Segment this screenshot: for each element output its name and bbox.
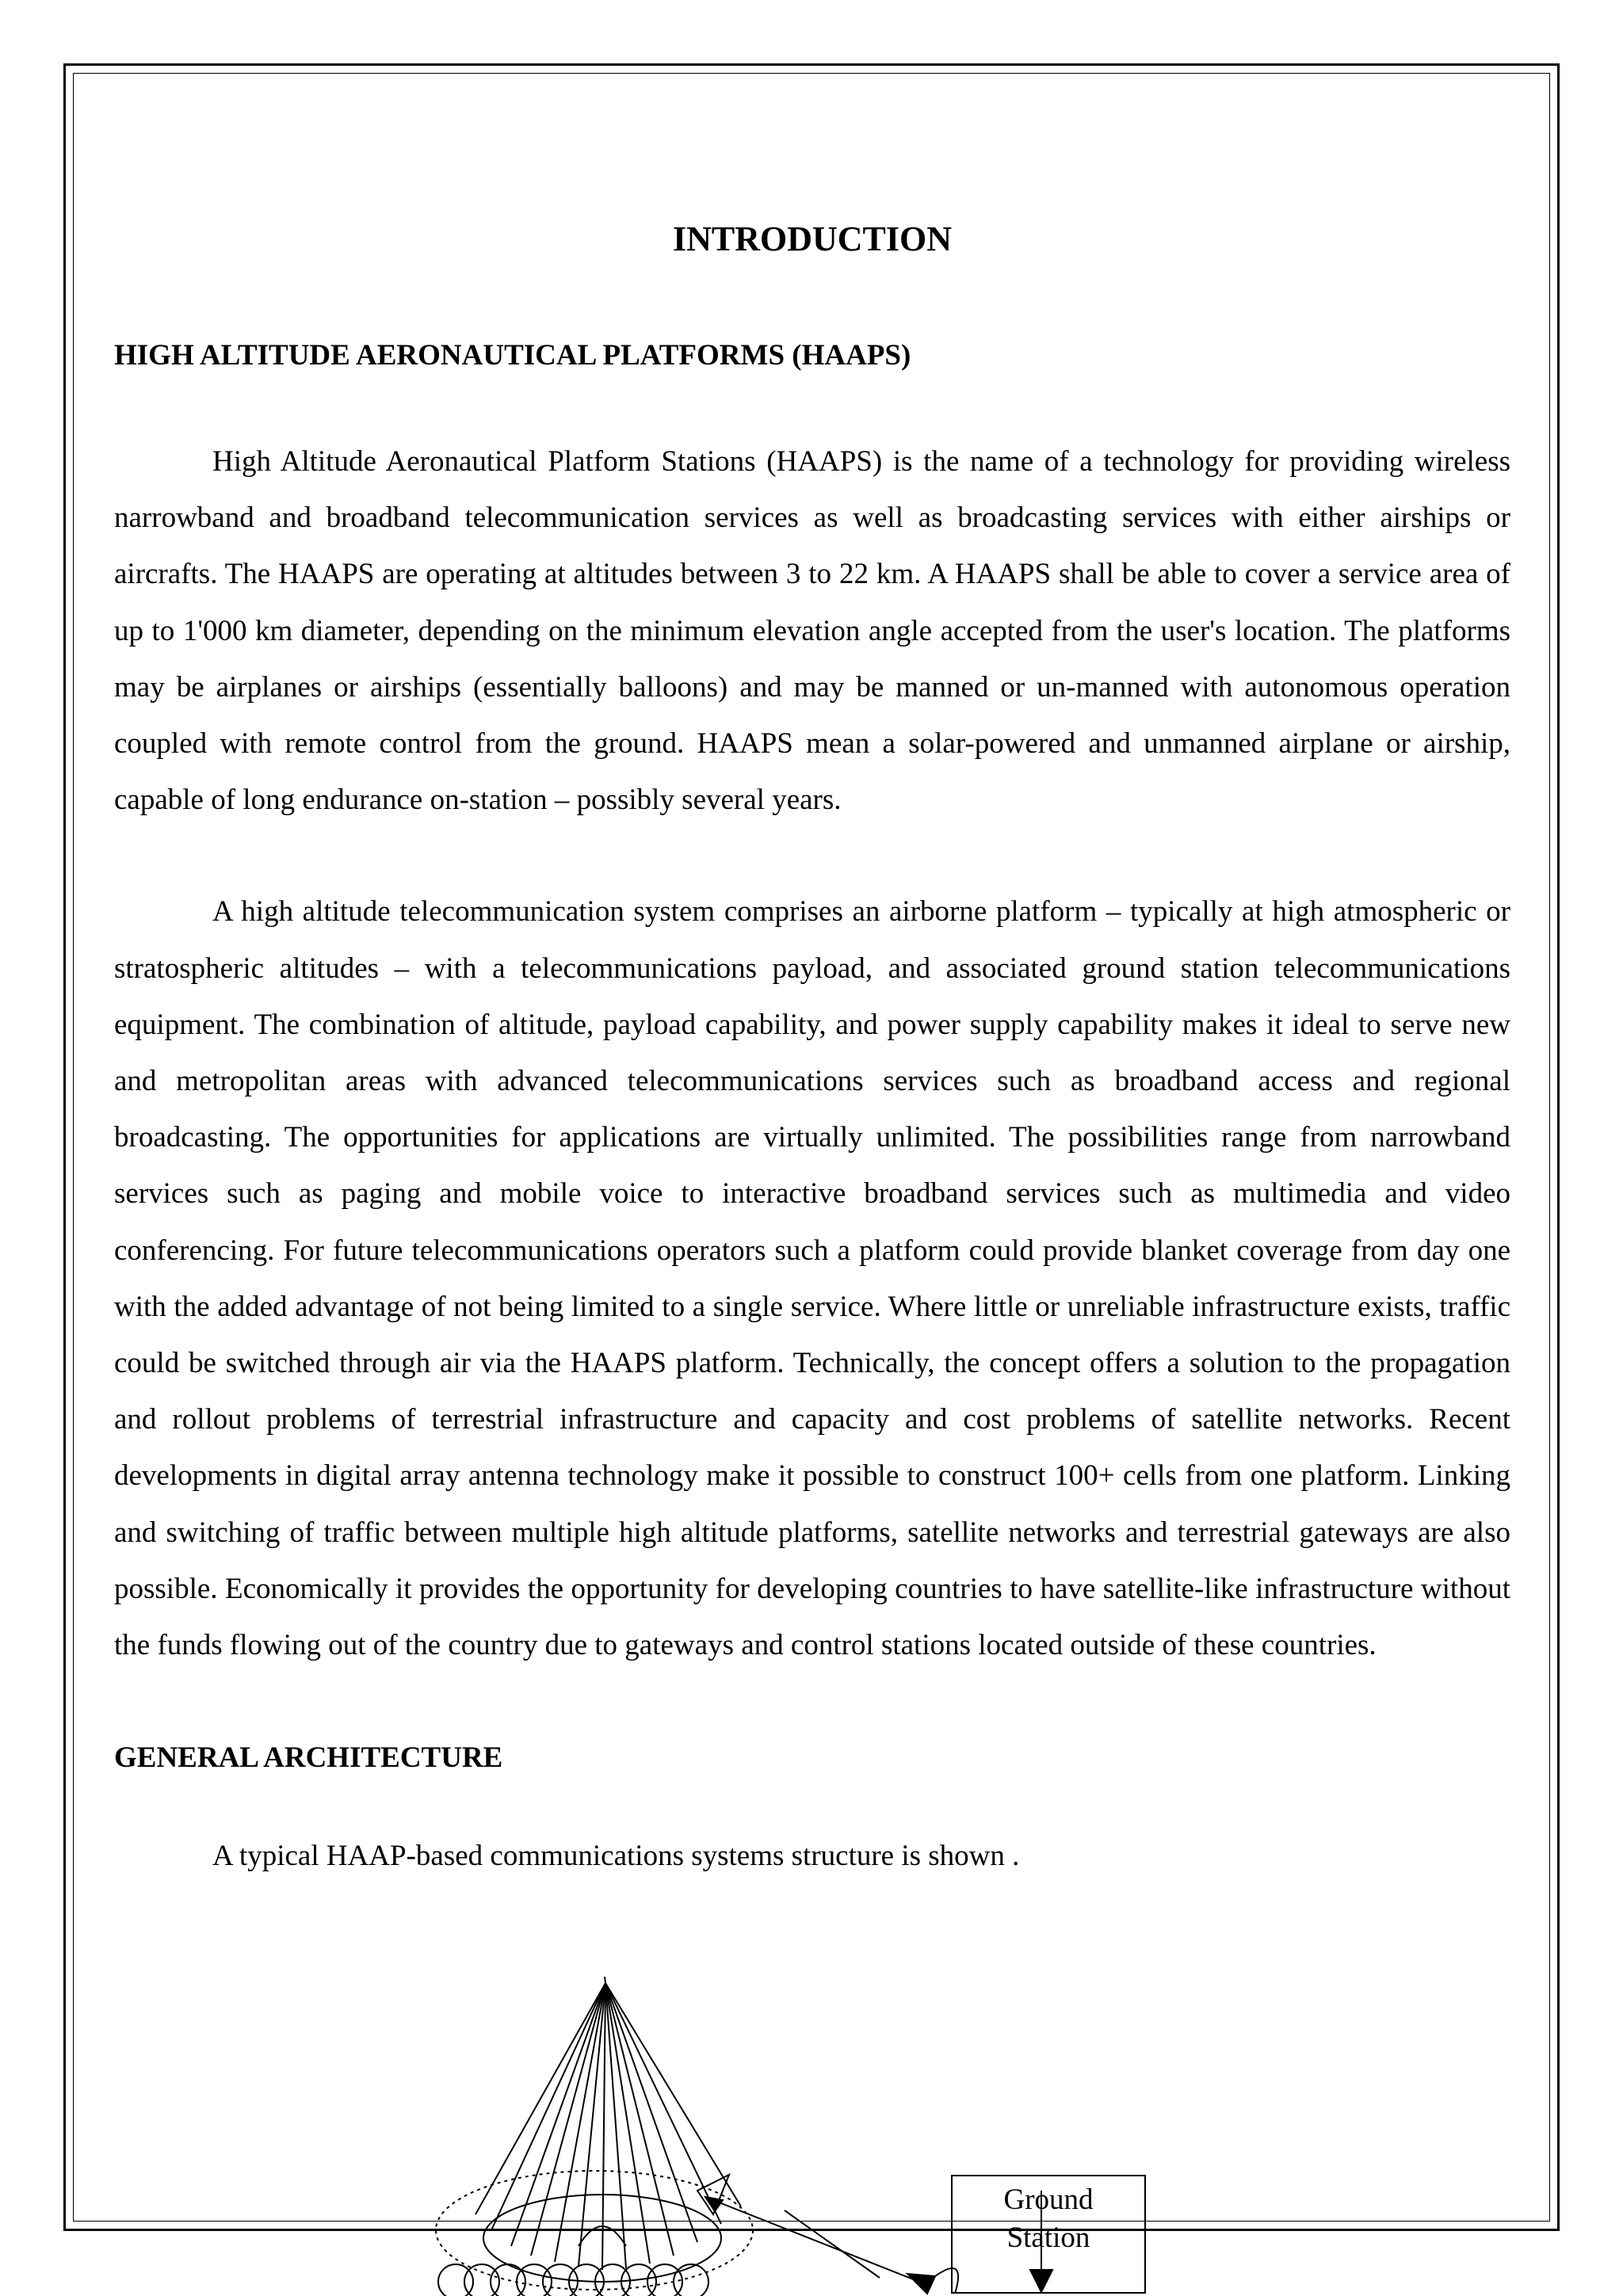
beam-line — [555, 1983, 605, 2262]
section-heading-haaps: HIGH ALTITUDE AERONAUTICAL PLATFORMS (HAAPS) — [114, 339, 911, 372]
link-line — [713, 2200, 919, 2282]
ground-station-box — [951, 2175, 1146, 2294]
beam-line — [511, 1983, 605, 2246]
arrowhead — [907, 2274, 935, 2294]
paragraph-haaps-intro: High Altitude Aeronautical Platform Stations (HAAPS) is the name of a technology for providing wireless narrowband and broadband telecommunication services as well as broadcasting services with either airships or aircrafts. The HAAPS are operating at altitudes between 3 to 22 km. A HAAPS shall be able to cover a service area of up to 1'000 km diameter, depending on the minimum elevation angle accepted from the user's location. The platforms may be airplanes or airships (essentially balloons) and may be manned or un-manned with autonomous operation coupled with remote control from the ground. HAAPS mean a solar-powered and unmanned airplane or airship, capable of long endurance on-station – possibly several years. — [114, 445, 1510, 817]
paragraph-architecture: A typical HAAP-based communications systems structure is shown . — [212, 1840, 1020, 1873]
arrowhead — [705, 2197, 723, 2211]
ground-station-label-line2: Station — [1006, 2222, 1090, 2254]
ground-station-label-line1: Ground — [1003, 2183, 1094, 2216]
paragraph-haaps-system: A high altitude telecommunication system comprises an airborne platform – typically at high atmospheric or stratospheric altitudes – with a telecommunications payload, and associated ground station telecommunications equipment. The combination of altitude, payload capability, and power supply capability makes it ideal to serve new and metropolitan areas with advanced telecommunications services such as broadband access and regional broadcasting. The opportunities for applications are virtually unlimited. The possibilities range from narrowband services such as paging and mobile voice to interactive broadband services such as multimedia and video conferencing. For future telecommunications operators such a platform could provide blanket coverage from day one with the added advantage of not being limited to a single service. Where little or unreliable infrastructure exists, traffic could be switched through air via the HAAPS platform. Technically, the concept offers a solution to the propagation and rollout problems of terrestrial infrastructure and capacity and cost problems of satellite networks. Recent developments in digital array antenna technology make it possible to construct 100+ cells from one platform. Linking and switching of traffic between multiple high altitude platforms, satellite networks and terrestrial gateways are also possible. Economically it provides the opportunity for developing countries to have satellite-like infrastructure without the funds flowing out of the country due to gateways and control stations located outside of these countries. — [114, 895, 1510, 1662]
link-line — [785, 2210, 880, 2278]
platform-antenna — [601, 1977, 605, 1983]
page-title: INTRODUCTION — [672, 219, 953, 258]
section-heading-architecture: GENERAL ARCHITECTURE — [114, 1741, 503, 1775]
document-content — [114, 219, 1510, 1884]
beam-line — [579, 1983, 605, 2266]
haap-architecture-diagram — [428, 1977, 1157, 2296]
beam-line — [605, 1983, 650, 2264]
